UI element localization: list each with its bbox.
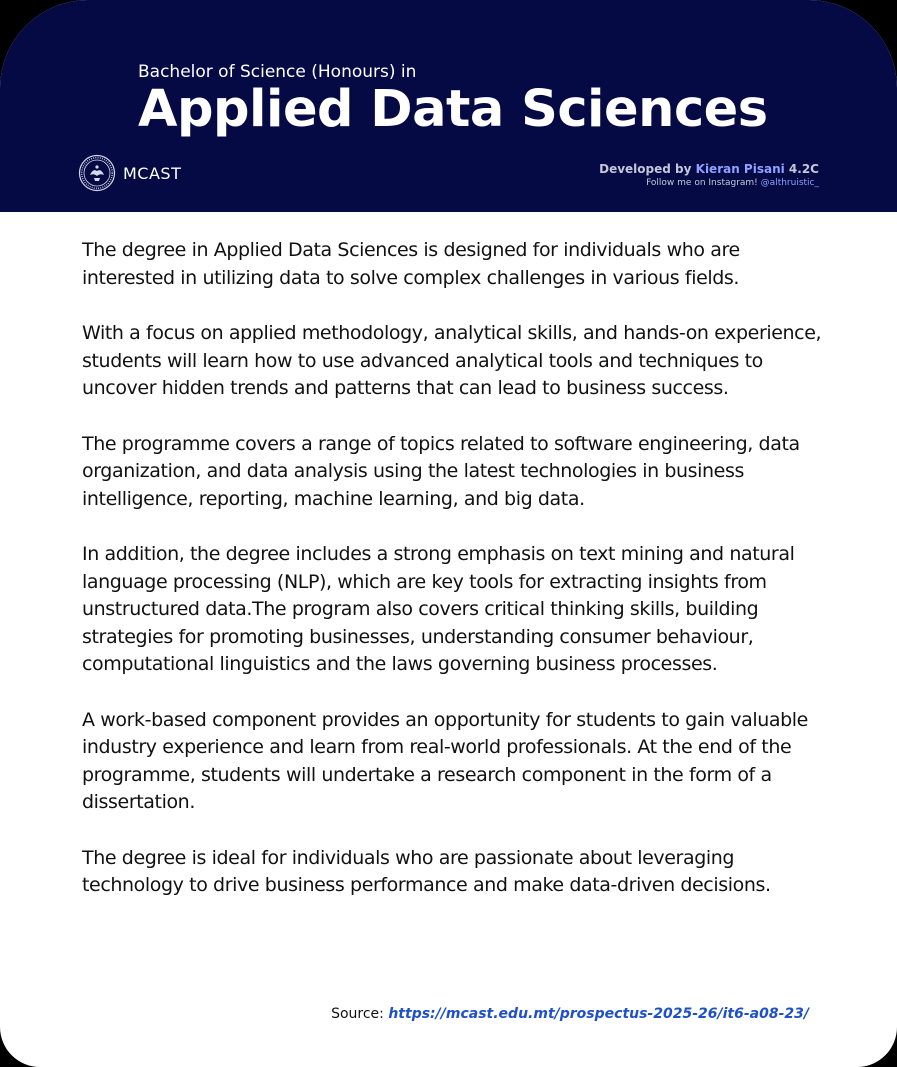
description-body [82,237,827,928]
developed-by-prefix: Developed by [599,162,692,176]
instagram-handle[interactable]: @althruistic_ [760,178,819,188]
mcast-seal-icon [78,154,116,192]
source-label: Source: [331,1006,384,1022]
paragraph: The degree in Applied Data Sciences is designed for individuals who are interested in utilizing data to solve complex challenges in various fields. [82,239,740,289]
paragraph: With a focus on applied methodology, analytical skills, and hands-on experience, students will learn how to use advanced analytical tools and techniques to uncover hidden trends and patterns that can lead to business success. [82,322,822,399]
follow-prefix: Follow me on Instagram! [646,178,758,188]
paragraph: A work-based component provides an opportunity for students to gain valuable industry experience and learn from real-world professionals. At the end of the programme, students will undertake a research component in the form of a dissertation. [82,708,808,813]
developed-by-line [599,162,819,176]
author-class: 4.2C [788,162,819,176]
developer-credits [599,162,819,188]
header-banner [0,0,897,212]
instagram-line [599,178,819,188]
author-name: Kieran Pisani [695,162,785,176]
mcast-logo [78,154,181,192]
paragraph: The programme covers a range of topics related to software engineering, data organization, and data analysis using the latest technologies in business intelligence, reporting, machine learning, and big data. [82,432,800,510]
logo-text: MCAST [123,163,182,183]
degree-subtitle: Bachelor of Science (Honours) in [138,62,417,82]
page-title: Applied Data Sciences [138,80,768,139]
paragraph: In addition, the degree includes a strong emphasis on text mining and natural language processing (NLP), which are key tools for extracting insights from unstructured data.The program also covers critical thinking skills, building strategies for promoting businesses, understanding consumer behaviour, computational linguistics and the laws governing business processes. [82,543,795,675]
paragraph: The degree is ideal for individuals who are passionate about leveraging technology to drive business performance and make data-driven decisions. [82,846,771,896]
source-link[interactable]: https://mcast.edu.mt/prospectus-2025-26/it6-a08-23/ [388,1006,809,1022]
source-citation [331,1006,809,1022]
